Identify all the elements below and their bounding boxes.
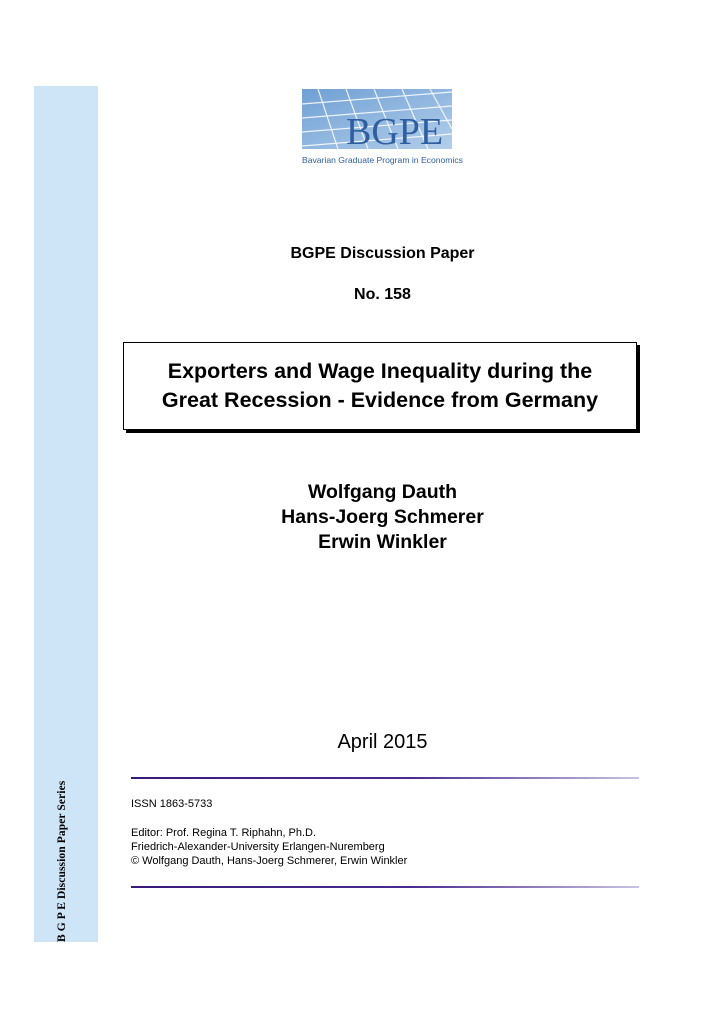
divider: [131, 777, 639, 779]
issn: ISSN 1863-5733: [131, 798, 213, 810]
copyright-line: © Wolfgang Dauth, Hans-Joerg Schmerer, Erwin Winkler: [131, 855, 408, 867]
paper-number: No. 158: [354, 286, 411, 303]
author-list: [20, 480, 725, 555]
imprint-block: [131, 826, 407, 868]
paper-title-line: Great Recession - Evidence from Germany: [161, 388, 599, 412]
author-name: Erwin Winkler: [318, 531, 447, 553]
series-title: BGPE Discussion Paper: [290, 245, 475, 262]
logo-wordmark: BGPE: [346, 111, 444, 153]
title-box: [123, 342, 637, 430]
author-name: Wolfgang Dauth: [307, 481, 458, 503]
logo-subtitle: Bavarian Graduate Program in Economics: [302, 155, 463, 165]
university-line: Friedrich-Alexander-University Erlangen-Nuremberg: [131, 841, 385, 853]
paper-title: [162, 357, 598, 415]
divider: [131, 886, 639, 888]
editor-line: Editor: Prof. Regina T. Riphahn, Ph.D.: [131, 827, 317, 839]
author-name: Hans-Joerg Schmerer: [281, 506, 484, 528]
series-vertical-label: B G P E Discussion Paper Series: [56, 780, 68, 942]
paper-title-line: Exporters and Wage Inequality during the: [167, 359, 593, 383]
bgpe-logo: [298, 84, 470, 170]
publication-date: April 2015: [337, 731, 428, 753]
